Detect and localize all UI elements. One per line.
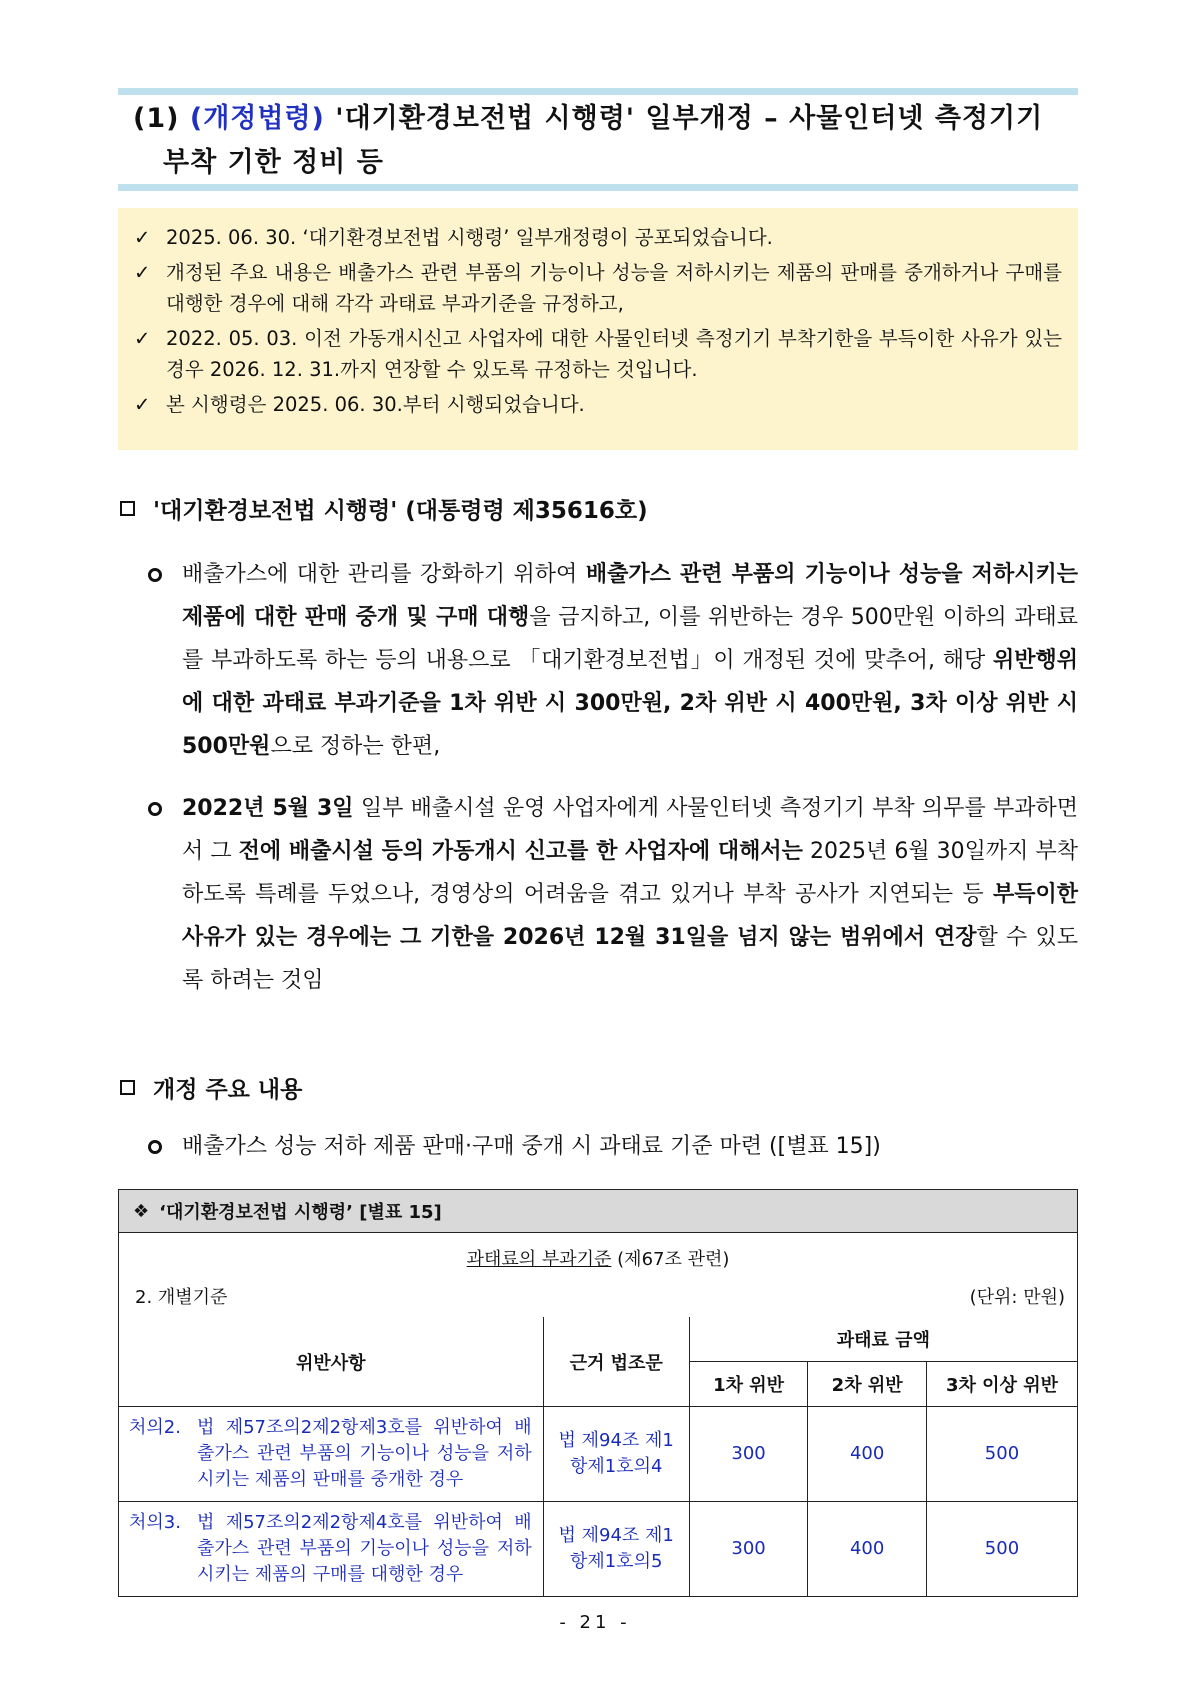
- bold-run: 2022년 5월 3일: [182, 796, 354, 821]
- paragraph-text: [182, 553, 1078, 768]
- bold-run: 부득이한 사유가 있는 경우에는 그 기한을 2026년 12월 31일을 넘지 않는 범위에서 연장: [182, 882, 1078, 950]
- summary-box: [118, 208, 1078, 450]
- page-number: - 21 -: [559, 1612, 631, 1633]
- summary-item-text: 본 시행령은 2025. 06. 30.부터 시행되었습니다.: [166, 393, 585, 416]
- circle-bullet-icon: [148, 568, 162, 582]
- violation-code: 처의3.: [129, 1512, 181, 1533]
- section-heading-main-changes: [120, 1071, 302, 1104]
- violation-code: 처의2.: [129, 1417, 181, 1438]
- text-run: 할 수 있도록 하려는 것임: [182, 925, 1078, 993]
- text-run: 배출가스에 대한 관리를 강화하기 위하여: [182, 562, 586, 587]
- square-bullet-icon: [120, 1080, 135, 1095]
- text-run: 2025년 6월 30일까지 부착하도록 특례를 두었으나, 경영상의 어려움을 겪고 있거나 부착 공사가 지연되는 등: [182, 839, 1078, 907]
- circle-bullet-icon: [148, 1140, 162, 1154]
- table-row: [119, 1502, 1077, 1597]
- summary-item-text: 개정된 주요 내용은 배출가스 관련 부품의 기능이나 성능을 저하시키는 제품의 판매를 중개하거나 구매를 대행한 경우에 대해 각각 과태료 부과기준을 규정하고,: [166, 261, 1062, 315]
- check-icon: ✓: [134, 393, 151, 416]
- fine-2nd-cell: 400: [808, 1502, 927, 1597]
- summary-item: [134, 389, 1062, 420]
- table-header: [119, 1190, 1077, 1233]
- title-line2: 부착 기한 정비 등: [163, 147, 384, 178]
- col-1st: 1차 위반: [689, 1362, 808, 1407]
- section-heading-decree: [120, 492, 648, 525]
- section-title: 개정 주요 내용: [153, 1077, 303, 1103]
- circle-bullet-icon: [148, 802, 162, 816]
- text-run: 을 금지하고, 이를 위반하는 경우 500만원 이하의 과태료를 부과하도록 하는 등의 내용으로 「대기환경보전법」이 개정된 것에 맞추어, 해당: [182, 605, 1079, 673]
- law-cell: 법 제94조 제1항제1호의5: [543, 1502, 689, 1597]
- subtitle-text: 과태료의 부과기준: [466, 1249, 612, 1270]
- summary-item: [134, 257, 1062, 319]
- bold-run: 배출가스 관련 부품의 기능이나 성능을 저하시키는 제품에 대한 판매 중개 및 구매 대행: [182, 562, 1078, 630]
- col-law: 근거 법조문: [543, 1317, 689, 1407]
- law-cell: 법 제94조 제1항제1호의4: [543, 1407, 689, 1502]
- table-meta-row: [119, 1275, 1077, 1317]
- text-run: 일부 배출시설 운영 사업자에게 사물인터넷 측정기기 부착 의무를 부과하면서 그: [182, 796, 1078, 864]
- diamond-icon: ❖: [133, 1200, 150, 1222]
- col-3rd: 3차 이상 위반: [926, 1362, 1077, 1407]
- fine-1st-cell: 300: [689, 1407, 808, 1502]
- text-run: 으로 정하는 한편,: [270, 734, 441, 759]
- violation-cell: [119, 1502, 543, 1597]
- heading-rule-bottom: [118, 184, 1078, 191]
- section-title: '대기환경보전법 시행령' (대통령령 제35616호): [153, 498, 648, 524]
- fine-grid: [119, 1317, 1077, 1596]
- square-bullet-icon: [120, 501, 135, 516]
- paragraph-main-change: [148, 1129, 1078, 1165]
- fine-1st-cell: 300: [689, 1502, 808, 1597]
- table-head-row: [119, 1317, 1077, 1362]
- paragraph-text: 배출가스 성능 저하 제품 판매·구매 중개 시 과태료 기준 마련 ([별표 15]): [182, 1134, 881, 1159]
- summary-item: [134, 222, 1062, 253]
- check-icon: ✓: [134, 226, 151, 249]
- col-violation: 위반사항: [119, 1317, 543, 1407]
- col-fine: 과태료 금액: [689, 1317, 1077, 1362]
- heading-rule-top: [118, 88, 1078, 95]
- unit-label: (단위: 만원): [969, 1287, 1065, 1308]
- paragraph-text: [182, 787, 1078, 1002]
- table-subtitle: [119, 1233, 1077, 1275]
- summary-item-text: 2025. 06. 30. ‘대기환경보전법 시행령’ 일부개정령이 공포되었습니다.: [166, 226, 773, 249]
- fine-2nd-cell: 400: [808, 1407, 927, 1502]
- subtitle-note: (제67조 관련): [617, 1249, 730, 1270]
- summary-item-text: 2022. 05. 03. 이전 가동개시신고 사업자에 대한 사물인터넷 측정기기 부착기한을 부득이한 사유가 있는 경우 2026. 12. 31.까지 연장할 수 있도록 규정하는 것입니다.: [166, 327, 1062, 381]
- violation-text: 법 제57조의2제2항제3호를 위반하여 배출가스 관련 부품의 기능이나 성능을 저하시키는 제품의 판매를 중개한 경우: [197, 1417, 532, 1490]
- check-icon: ✓: [134, 261, 151, 284]
- violation-text: 법 제57조의2제2항제4호를 위반하여 배출가스 관련 부품의 기능이나 성능을 저하시키는 제품의 구매를 대행한 경우: [197, 1512, 532, 1585]
- page-title: [133, 97, 1078, 185]
- paragraph-reason-2: [148, 787, 1078, 1002]
- table-row: [119, 1407, 1077, 1502]
- bold-run: 전에 배출시설 등의 가동개시 신고를 한 사업자에 대해서는: [238, 839, 803, 864]
- bold-run: 위반행위에 대한 과태료 부과기준을 1차 위반 시 300만원, 2차 위반 시 400만원, 3차 이상 위반 시 500만원: [182, 648, 1078, 759]
- violation-cell: [119, 1407, 543, 1502]
- summary-item: [134, 323, 1062, 385]
- table-header-text: ‘대기환경보전법 시행령’ [별표 15]: [159, 1202, 442, 1223]
- title-number: (1): [133, 103, 180, 134]
- paragraph-reason-1: [148, 553, 1078, 768]
- title-line1: '대기환경보전법 시행령' 일부개정 – 사물인터넷 측정기기: [335, 103, 1044, 134]
- title-tag: (개정법령): [189, 103, 325, 134]
- section-label: 2. 개별기준: [135, 1287, 228, 1308]
- col-2nd: 2차 위반: [808, 1362, 927, 1407]
- check-icon: ✓: [134, 327, 151, 350]
- fine-3rd-cell: 500: [926, 1407, 1077, 1502]
- fine-3rd-cell: 500: [926, 1502, 1077, 1597]
- fine-table: [118, 1189, 1078, 1597]
